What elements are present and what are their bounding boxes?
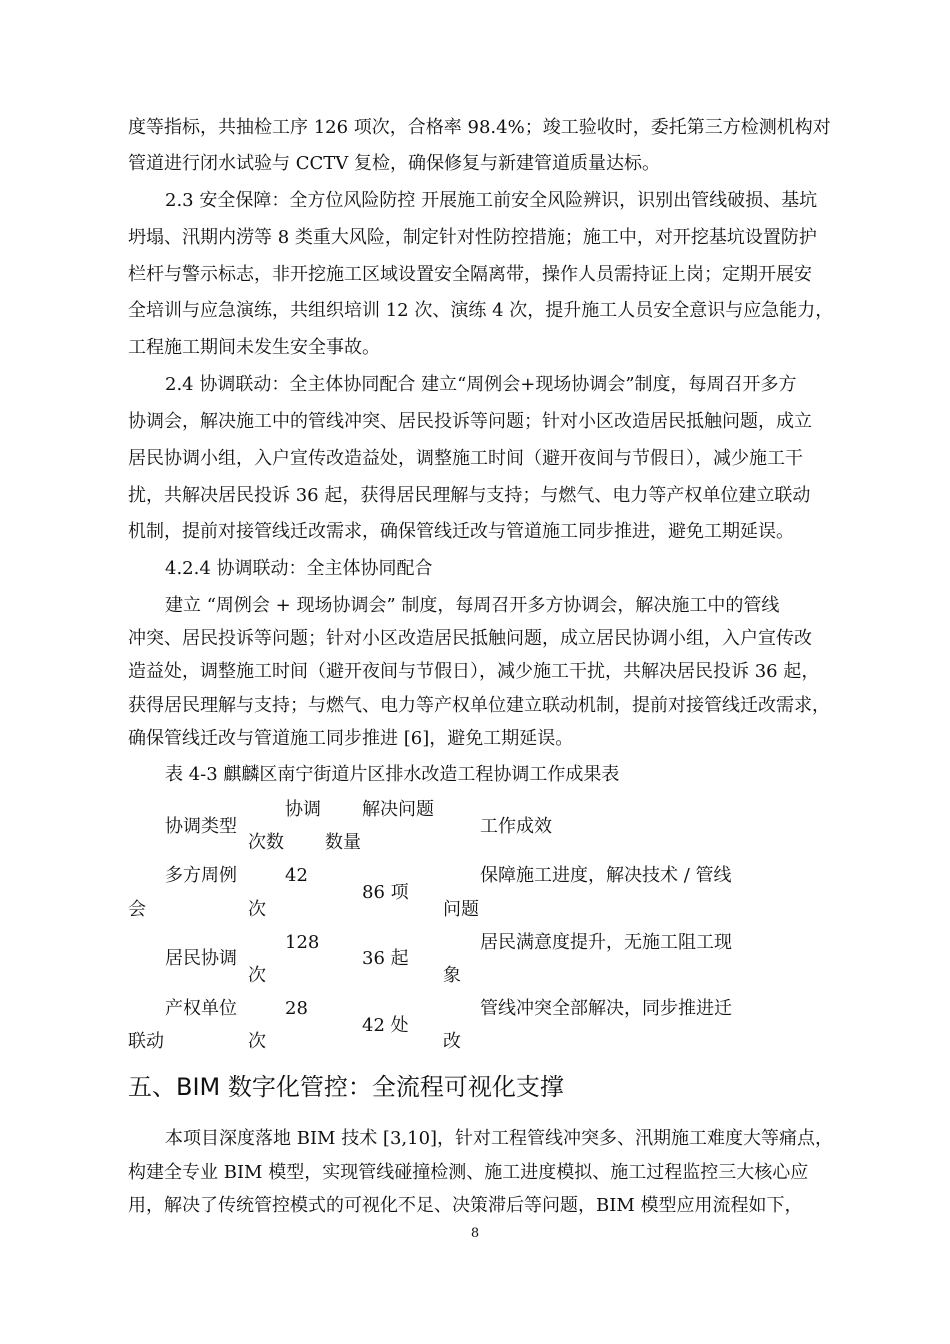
table-cell: 42 处 — [362, 1015, 409, 1036]
table-cell: 42 — [285, 865, 308, 886]
table-cell: 次 — [248, 1031, 266, 1052]
table-header-count: 协调 — [285, 799, 321, 820]
table-cell: 86 项 — [362, 882, 409, 903]
body-line: 建立 “周例会 + 现场协调会” 制度，每周召开多方协调会，解决施工中的管线 — [165, 595, 780, 616]
table-header-type: 协调类型 — [165, 816, 237, 837]
body-line: 扰，共解决居民投诉 36 起，获得居民理解与支持；与燃气、电力等产权单位建立联动 — [128, 485, 811, 506]
table-cell: 多方周例 — [165, 865, 237, 886]
body-line: 构建全专业 BIM 模型，实现管线碰撞检测、施工进度模拟、施工过程监控三大核心应 — [128, 1162, 809, 1183]
table-cell: 28 — [285, 998, 308, 1019]
body-line: 坍塌、汛期内涝等 8 类重大风险，制定针对性防控措施；施工中，对开挖基坑设置防护 — [128, 227, 817, 248]
table-cell: 次 — [248, 899, 266, 920]
body-line: 协调会，解决施工中的管线冲突、居民投诉等问题；针对小区改造居民抵触问题，成立 — [128, 411, 812, 432]
table-caption: 表 4-3 麒麟区南宁街道片区排水改造工程协调工作成果表 — [165, 764, 620, 785]
table-cell: 问题 — [443, 899, 479, 920]
table-cell: 居民协调 — [165, 948, 237, 969]
body-line: 全培训与应急演练，共组织培训 12 次、演练 4 次，提升施工人员安全意识与应急能力， — [128, 300, 834, 321]
subsection-4-2-4-title: 4.2.4 协调联动：全主体协同配合 — [165, 558, 433, 579]
table-header-count: 次数 — [248, 832, 284, 853]
body-line: 管道进行闭水试验与 CCTV 复检，确保修复与新建管道质量达标。 — [128, 153, 660, 174]
table-cell: 会 — [128, 899, 146, 920]
body-line: 确保管线迁改与管道施工同步推进 [6]，避免工期延误。 — [128, 728, 574, 749]
body-line: 机制，提前对接管线迁改需求，确保管线迁改与管道施工同步推进，避免工期延误。 — [128, 521, 794, 542]
table-cell: 联动 — [128, 1031, 164, 1052]
body-line: 获得居民理解与支持；与燃气、电力等产权单位建立联动机制，提前对接管线迁改需求， — [128, 695, 830, 716]
table-header-solved: 解决问题 — [362, 799, 434, 820]
table-cell: 管线冲突全部解决，同步推进迁 — [480, 998, 732, 1019]
table-cell: 保障施工进度，解决技术 / 管线 — [480, 865, 732, 886]
body-line: 度等指标，共抽检工序 126 项次，合格率 98.4%；竣工验收时，委托第三方检测机构对 — [128, 117, 831, 138]
section-2-3-paragraph: 2.3 安全保障：全方位风险防控 开展施工前安全风险辨识，识别出管线破损、基坑 — [165, 190, 818, 211]
body-line: 造益处，调整施工时间（避开夜间与节假日），减少施工干扰，共解决居民投诉 36 起， — [128, 661, 820, 682]
body-line: 栏杆与警示标志，非开挖施工区域设置安全隔离带，操作人员需持证上岗；定期开展安 — [128, 264, 812, 285]
page-number: 8 — [470, 1226, 480, 1241]
body-line: 用，解决了传统管控模式的可视化不足、决策滞后等问题，BIM 模型应用流程如下， — [128, 1195, 803, 1216]
table-cell: 改 — [443, 1031, 461, 1052]
section-2-4-paragraph: 2.4 协调联动：全主体协同配合 建立“周例会+现场协调会”制度，每周召开多方 — [165, 374, 797, 395]
body-line: 工程施工期间未发生安全事故。 — [128, 337, 380, 358]
table-cell: 象 — [443, 965, 461, 986]
table-cell: 产权单位 — [165, 998, 237, 1019]
table-cell: 居民满意度提升，无施工阻工现 — [480, 932, 732, 953]
body-line: 本项目深度落地 BIM 技术 [3,10]，针对工程管线冲突多、汛期施工难度大等痛点， — [165, 1128, 834, 1149]
table-cell: 次 — [248, 965, 266, 986]
table-cell: 36 起 — [362, 948, 409, 969]
body-line: 居民协调小组，入户宣传改造益处，调整施工时间（避开夜间与节假日），减少施工干 — [128, 448, 803, 469]
table-cell: 128 — [285, 932, 320, 953]
body-line: 冲突、居民投诉等问题；针对小区改造居民抵触问题，成立居民协调小组，入户宣传改 — [128, 628, 812, 649]
table-header-solved: 数量 — [325, 832, 361, 853]
section-heading: 五、BIM 数字化管控：全流程可视化支撑 — [128, 1073, 564, 1101]
table-header-result: 工作成效 — [480, 816, 552, 837]
